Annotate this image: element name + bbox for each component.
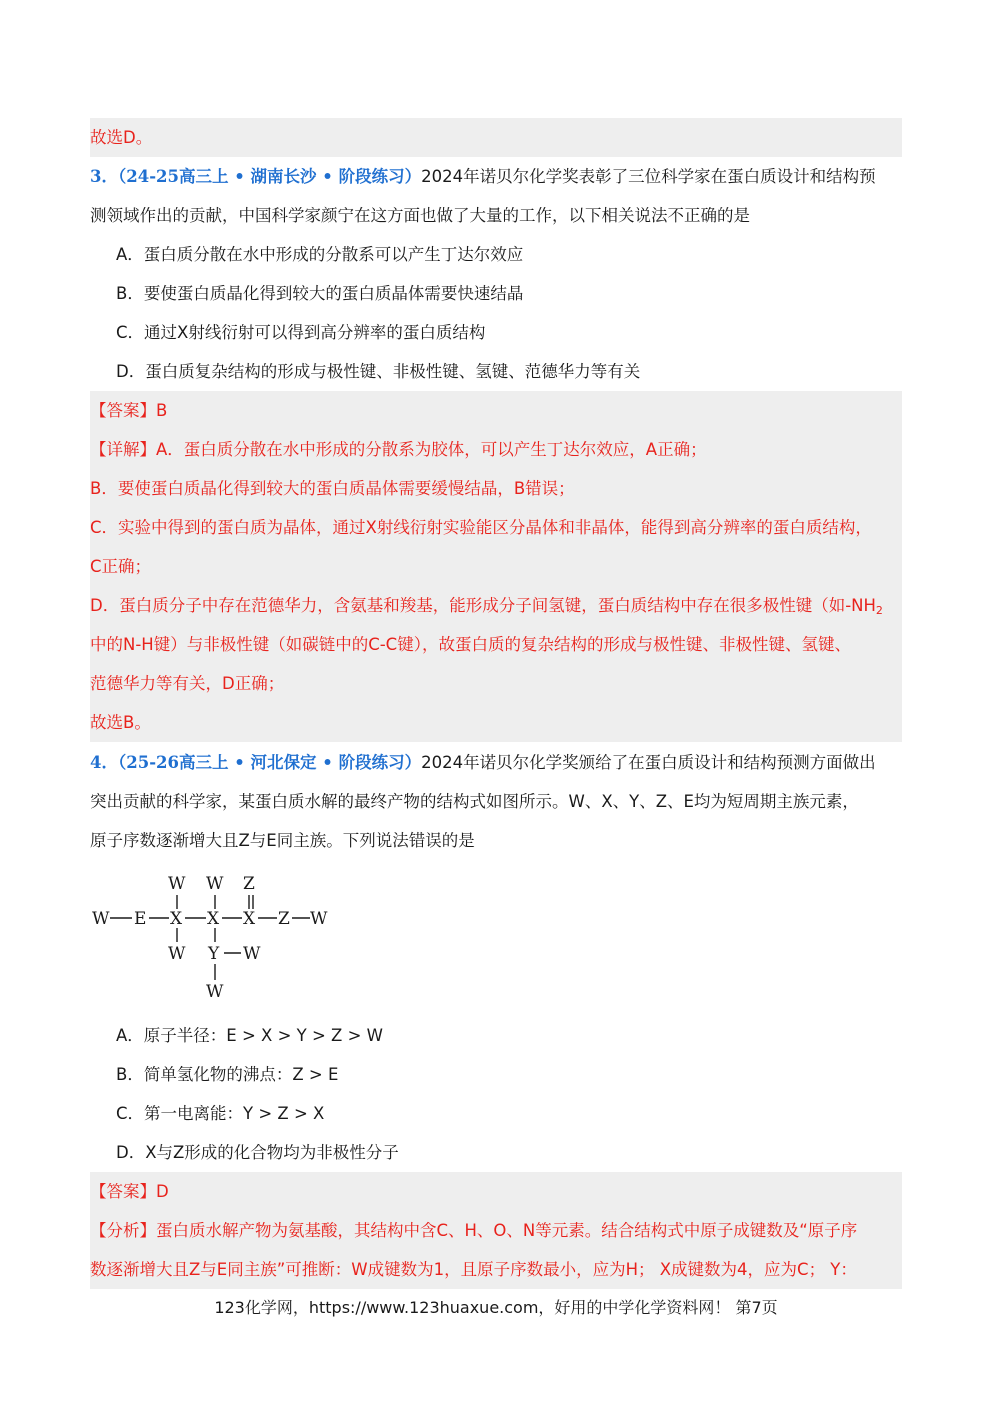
- atom-z-top: Z: [243, 874, 255, 894]
- atom-x-2: X: [207, 909, 220, 929]
- q3-source: （24-25高三上 • 湖南长沙 • 阶段练习）: [117, 167, 422, 186]
- q2-conclusion: 故选D。: [90, 118, 902, 157]
- q3-detail-d1: D．蛋白质分子中存在范德华力，含氨基和羧基，能形成分子间氢键，蛋白质结构中存在很多极性键（如$-NH_2$: [90, 586, 902, 625]
- q3-stem-line-1: 3．（24-25高三上 • 湖南长沙 • 阶段练习）2024年诺贝尔化学奖表彰了三位科学家在蛋白质设计和结构预: [90, 167, 876, 186]
- q4-analysis-label: 【分析】: [90, 1221, 156, 1240]
- q4-answer-value: D: [156, 1182, 169, 1201]
- q4-option-a: A．原子半径：E > X > Y > Z > W: [116, 1026, 383, 1045]
- atom-z-chain: Z: [278, 909, 290, 929]
- q3-number: 3．: [90, 167, 118, 186]
- q3-detail-c2: C正确；: [90, 547, 902, 586]
- q4-option-b: B．简单氢化物的沸点：Z > E: [116, 1065, 339, 1084]
- structural-formula: [88, 868, 348, 1008]
- q3-detail-label: 【详解】: [90, 440, 156, 459]
- q4-stem-line-2: 突出贡献的科学家，某蛋白质水解的最终产物的结构式如图所示。W、X、Y、Z、E均为短周期主族元素，: [90, 792, 859, 811]
- q3-option-c: C．通过X射线衍射可以得到高分辨率的蛋白质结构: [116, 323, 486, 342]
- q4-option-d: D．X与Z形成的化合物均为非极性分子: [116, 1143, 399, 1162]
- q3-stem-line-2: 测领域作出的贡献，中国科学家颜宁在这方面也做了大量的工作，以下相关说法不正确的是: [90, 206, 750, 225]
- q4-stem-line-3: 原子序数逐渐增大且Z与E同主族。下列说法错误的是: [90, 831, 475, 850]
- atom-w-top-1: W: [168, 874, 186, 894]
- q4-source: （25-26高三上 • 河北保定 • 阶段练习）: [117, 753, 422, 772]
- atom-w-right: W: [310, 909, 328, 929]
- q4-answer-label: 【答案】: [90, 1182, 156, 1201]
- q3-answer: [90, 391, 902, 430]
- q4-analysis-2: 数逐渐增大且Z与E同主族”可推断：W成键数为1，且原子序数最小，应为H； X成键数为4，应为C； Y：: [90, 1250, 902, 1289]
- q3-detail-d3: 范德华力等有关，D正确；: [90, 664, 902, 703]
- atom-e: E: [134, 909, 147, 929]
- q3-answer-label: 【答案】: [90, 401, 156, 420]
- q3-answer-value: B: [156, 401, 168, 420]
- q4-stem-line-1: 4．（25-26高三上 • 河北保定 • 阶段练习）2024年诺贝尔化学奖颁给了在蛋白质设计和结构预测方面做出: [90, 753, 876, 772]
- page-footer: 123化学网，https://www.123huaxue.com，好用的中学化学资料网！ 第7页: [214, 1298, 778, 1317]
- q4-answer: [90, 1172, 902, 1211]
- atom-x-3: X: [243, 909, 256, 929]
- q3-conclusion: 故选B。: [90, 703, 902, 742]
- q3-option-d: D．蛋白质复杂结构的形成与极性键、非极性键、氢键、范德华力等有关: [116, 362, 641, 381]
- q4-option-c: C．第一电离能：Y > Z > X: [116, 1104, 325, 1123]
- atom-y: Y: [208, 944, 220, 964]
- q3-detail-a: 【详解】A．蛋白质分散在水中形成的分散系为胶体，可以产生丁达尔效应，A正确；: [90, 430, 902, 469]
- atom-w-y-right: W: [243, 944, 261, 964]
- atom-w-bottom-2: W: [206, 982, 224, 1002]
- q3-option-a: A．蛋白质分散在水中形成的分散系可以产生丁达尔效应: [116, 245, 524, 264]
- atom-w-top-2: W: [206, 874, 224, 894]
- atom-x-1: X: [170, 909, 183, 929]
- q4-number: 4．: [90, 753, 118, 772]
- q3-detail-d2: 中的N-H键）与非极性键（如碳链中的C-C键），故蛋白质的复杂结构的形成与极性键、非极性键、氢键、: [90, 625, 902, 664]
- q4-analysis-1: 【分析】蛋白质水解产物为氨基酸，其结构中含C、H、O、N等元素。结合结构式中原子成键数及“原子序: [90, 1211, 902, 1250]
- q3-option-b: B．要使蛋白质晶化得到较大的蛋白质晶体需要快速结晶: [116, 284, 524, 303]
- q3-detail-b: B．要使蛋白质晶化得到较大的蛋白质晶体需要缓慢结晶，B错误；: [90, 469, 902, 508]
- q3-detail-c1: C．实验中得到的蛋白质为晶体，通过X射线衍射实验能区分晶体和非晶体，能得到高分辨率的蛋白质结构，: [90, 508, 902, 547]
- atom-w-left: W: [92, 909, 110, 929]
- atom-w-bottom-1: W: [168, 944, 186, 964]
